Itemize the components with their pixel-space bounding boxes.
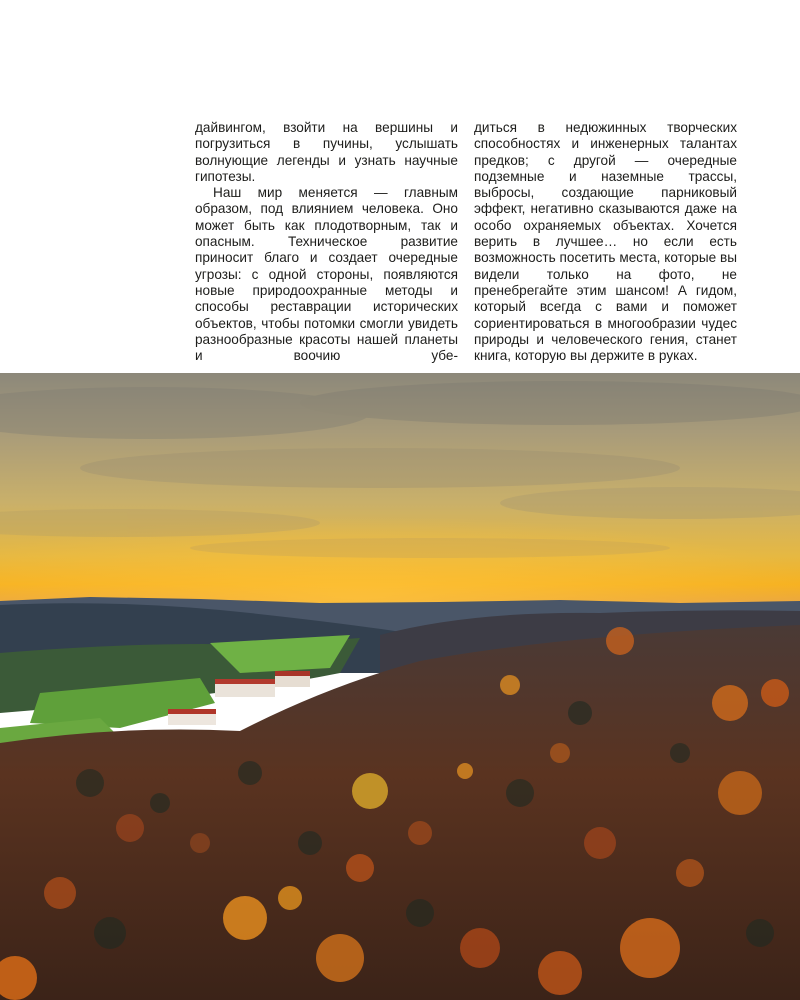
right-paragraph-1: диться в недюжинных творческих способностях и инженерных талантах предков; с другой — очередные подземные и наземные трассы, выбросы, создающие парниковый эффект, негативно сказываются даже на особо охраняемых объектах. Хочется верить в лучшее… но если есть возможность посетить места, которые вы видели только на фото, не пренебрегайте этим шансом! А гидом, который всегда с вами и поможет сориентироваться в многообразии чудес природы и человеческого гения, станет книга, которую вы держите в руках. bbox=[474, 120, 737, 364]
left-paragraph-1: дайвингом, взойти на вершины и погрузиться в пучины, услышать волнующие легенды и узнать научные гипотезы. bbox=[195, 120, 458, 184]
right-column bbox=[474, 120, 737, 364]
article-text bbox=[195, 120, 737, 364]
left-paragraph-2: Наш мир меняется — главным образом, под влиянием человека. Оно может быть как плодотворным, так и опасным. Техническое развитие приносит благо и создает очередные угрозы: с одной стороны, появляются новые природоохранные методы и способы реставрации исторических объектов, чтобы потомки смогли увидеть разнообразные красоты нашей планеты и воочию убе- bbox=[195, 185, 458, 364]
landscape-photo bbox=[0, 373, 800, 1000]
left-column bbox=[195, 120, 458, 364]
